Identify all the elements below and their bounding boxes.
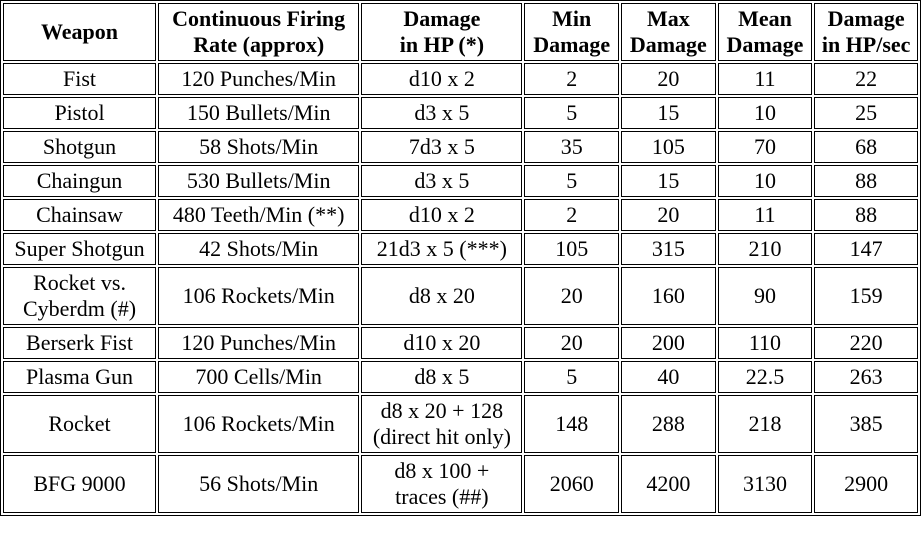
cell-weapon [3,395,156,453]
cell-text: Berserk Fist [26,330,133,355]
cell-text: 105 [651,134,685,159]
cell-text: 4200 [646,471,691,496]
table-row [3,63,918,95]
cell-text: 5 [566,168,578,193]
cell-text: 220 [849,330,883,355]
cell-damage-formula [361,395,522,453]
cell-text: 20 [560,330,583,355]
cell-mean-damage [718,327,813,359]
cell-mean-damage [718,361,813,393]
cell-text: 58 Shots/Min [199,134,319,159]
cell-mean-damage [718,233,813,265]
cell-firing-rate [158,199,359,231]
cell-mean-damage [718,267,813,325]
cell-text: 106 Rockets/Min [182,411,335,436]
table-row [3,233,918,265]
table-row [3,199,918,231]
cell-damage-formula [361,327,522,359]
header-text: Rate (approx) [193,32,325,57]
cell-max-damage [621,327,716,359]
header-text: Damage [827,6,905,31]
cell-text: 218 [748,411,782,436]
cell-weapon [3,361,156,393]
header-text: in HP (*) [399,32,485,57]
cell-text: d10 x 2 [408,66,475,91]
cell-min-damage [524,267,619,325]
table-body [3,63,918,513]
table-row [3,131,918,163]
header-text: Max [646,6,690,31]
cell-max-damage [621,165,716,197]
cell-text: d10 x 2 [408,202,475,227]
cell-mean-damage [718,131,813,163]
cell-text: d8 x 20 [408,283,475,308]
cell-text: Cyberdm (#) [22,296,137,321]
cell-text: 10 [753,168,776,193]
cell-text: 21d3 x 5 (***) [376,236,507,261]
cell-text: 3130 [742,471,787,496]
header-text: Damage [533,32,611,57]
cell-weapon [3,165,156,197]
cell-damage-per-sec [814,165,918,197]
cell-max-damage [621,97,716,129]
cell-text: 7d3 x 5 [408,134,475,159]
cell-max-damage [621,267,716,325]
column-header-damage-per-sec [814,3,918,61]
cell-damage-formula [361,233,522,265]
table-row [3,327,918,359]
header-row [3,3,918,61]
header-text: Damage [629,32,707,57]
cell-weapon [3,455,156,513]
table-row [3,97,918,129]
cell-firing-rate [158,267,359,325]
cell-text: 263 [849,364,883,389]
cell-text: 159 [849,283,883,308]
cell-damage-per-sec [814,327,918,359]
cell-text: 2060 [549,471,594,496]
cell-text: 56 Shots/Min [199,471,319,496]
cell-text: Plasma Gun [26,364,133,389]
cell-firing-rate [158,233,359,265]
cell-max-damage [621,199,716,231]
cell-text: 110 [748,330,782,355]
cell-text: 11 [754,202,776,227]
cell-text: 120 Punches/Min [181,330,336,355]
cell-text: d8 x 20 + 128 [380,398,504,423]
cell-damage-per-sec [814,361,918,393]
cell-text: 385 [849,411,883,436]
cell-min-damage [524,233,619,265]
cell-damage-per-sec [814,131,918,163]
column-header-damage-formula [361,3,522,61]
cell-weapon [3,63,156,95]
header-text: Mean [738,6,792,31]
cell-damage-per-sec [814,97,918,129]
cell-damage-per-sec [814,455,918,513]
cell-text: 5 [566,100,578,125]
header-text: Damage [403,6,481,31]
header-text: Damage [726,32,804,57]
cell-text: 700 Cells/Min [195,364,322,389]
cell-text: 315 [651,236,685,261]
cell-text: 15 [657,100,680,125]
cell-text: 288 [651,411,685,436]
cell-damage-formula [361,97,522,129]
cell-text: 88 [855,168,878,193]
cell-text: 70 [753,134,776,159]
cell-text: 20 [657,202,680,227]
cell-min-damage [524,361,619,393]
cell-text: Chaingun [36,168,123,193]
cell-text: d3 x 5 [414,100,470,125]
cell-mean-damage [718,165,813,197]
cell-text: d8 x 100 + [394,458,490,483]
cell-max-damage [621,361,716,393]
cell-min-damage [524,131,619,163]
cell-firing-rate [158,63,359,95]
cell-firing-rate [158,327,359,359]
cell-text: 120 Punches/Min [181,66,336,91]
column-header-mean-damage [718,3,813,61]
cell-damage-per-sec [814,267,918,325]
cell-text: 20 [657,66,680,91]
cell-max-damage [621,395,716,453]
cell-damage-formula [361,131,522,163]
cell-weapon [3,267,156,325]
cell-text: 40 [657,364,680,389]
cell-firing-rate [158,395,359,453]
header-text: Weapon [40,19,119,44]
cell-text: 480 Teeth/Min (**) [172,202,345,227]
cell-text: Chainsaw [36,202,123,227]
cell-text: 106 Rockets/Min [182,283,335,308]
cell-min-damage [524,327,619,359]
table-row [3,455,918,513]
cell-text: d10 x 20 [403,330,481,355]
cell-text: Shotgun [42,134,117,159]
cell-mean-damage [718,63,813,95]
cell-text: Pistol [54,100,105,125]
cell-text: 2 [566,202,578,227]
cell-damage-per-sec [814,199,918,231]
cell-text: Rocket [48,411,111,436]
cell-mean-damage [718,455,813,513]
cell-text: 10 [753,100,776,125]
cell-weapon [3,199,156,231]
cell-weapon [3,327,156,359]
cell-firing-rate [158,97,359,129]
cell-text: 210 [748,236,782,261]
cell-text: 147 [849,236,883,261]
cell-damage-formula [361,267,522,325]
cell-damage-formula [361,165,522,197]
cell-text: 11 [754,66,776,91]
cell-damage-formula [361,199,522,231]
cell-text: 2 [566,66,578,91]
cell-text: 530 Bullets/Min [186,168,331,193]
cell-text: traces (##) [395,484,489,509]
cell-text: 148 [555,411,589,436]
cell-max-damage [621,63,716,95]
column-header-weapon [3,3,156,61]
table-row [3,361,918,393]
table-row [3,165,918,197]
table-row [3,267,918,325]
cell-text: 25 [855,100,878,125]
header-text: Continuous Firing [172,6,346,31]
cell-text: 5 [566,364,578,389]
cell-text: 22.5 [745,364,785,389]
cell-text: 22 [855,66,878,91]
cell-text: 15 [657,168,680,193]
cell-firing-rate [158,131,359,163]
cell-firing-rate [158,165,359,197]
cell-min-damage [524,165,619,197]
cell-min-damage [524,455,619,513]
column-header-firing-rate [158,3,359,61]
cell-text: 42 Shots/Min [199,236,319,261]
cell-damage-per-sec [814,233,918,265]
cell-min-damage [524,395,619,453]
cell-mean-damage [718,395,813,453]
cell-text: 2900 [844,471,889,496]
cell-text: Fist [62,66,97,91]
cell-weapon [3,97,156,129]
cell-weapon [3,233,156,265]
cell-text: 200 [651,330,685,355]
cell-text: 35 [560,134,583,159]
table-row [3,395,918,453]
cell-min-damage [524,97,619,129]
cell-text: d8 x 5 [414,364,470,389]
cell-text: d3 x 5 [414,168,470,193]
cell-text: Super Shotgun [14,236,145,261]
cell-text: 150 Bullets/Min [186,100,331,125]
cell-text: (direct hit only) [372,424,511,449]
cell-max-damage [621,131,716,163]
cell-text: 160 [651,283,685,308]
cell-text: Rocket vs. [33,270,126,295]
cell-damage-formula [361,63,522,95]
cell-mean-damage [718,199,813,231]
cell-text: 88 [855,202,878,227]
cell-damage-formula [361,361,522,393]
cell-text: 90 [753,283,776,308]
header-text: in HP/sec [821,32,911,57]
column-header-max-damage [621,3,716,61]
cell-firing-rate [158,455,359,513]
cell-firing-rate [158,361,359,393]
cell-weapon [3,131,156,163]
column-header-min-damage [524,3,619,61]
cell-text: 20 [560,283,583,308]
cell-mean-damage [718,97,813,129]
cell-text: BFG 9000 [33,471,126,496]
cell-damage-formula [361,455,522,513]
cell-min-damage [524,199,619,231]
cell-damage-per-sec [814,63,918,95]
header-text: Min [552,6,592,31]
cell-damage-per-sec [814,395,918,453]
cell-max-damage [621,233,716,265]
cell-max-damage [621,455,716,513]
cell-text: 105 [555,236,589,261]
cell-min-damage [524,63,619,95]
cell-text: 68 [855,134,878,159]
